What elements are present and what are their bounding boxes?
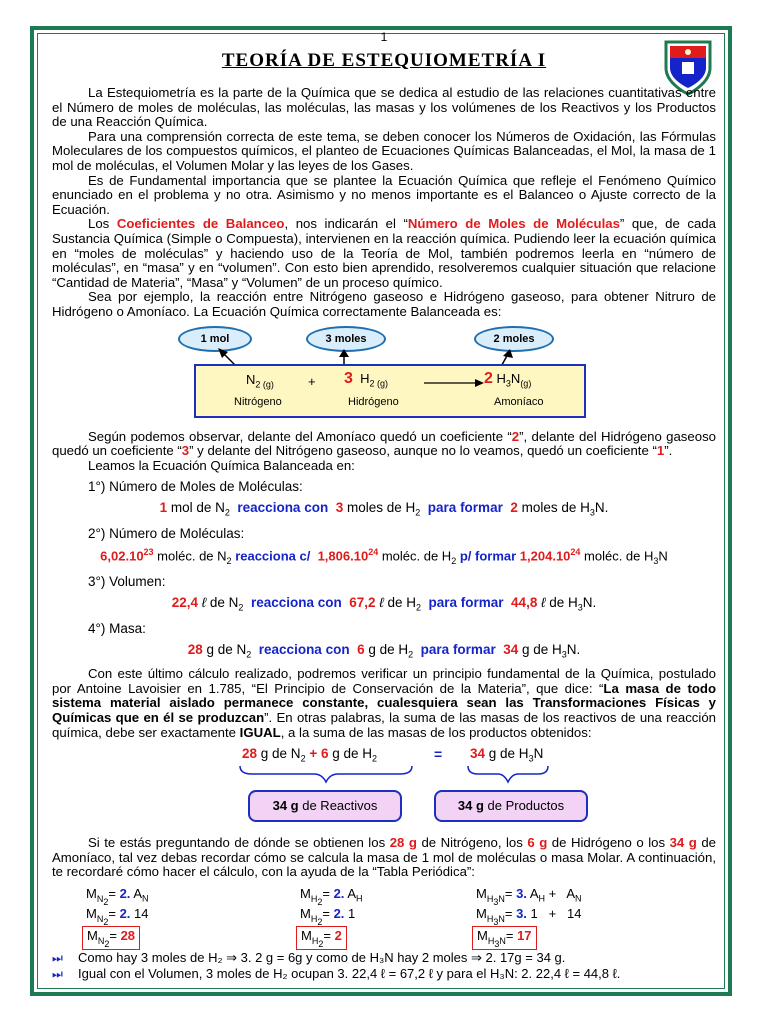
molar-nh3-result: $M_{H_3N}= 17$ [472,926,537,950]
mass-conservation-sum [52,744,716,830]
paragraph-4: Los Coeficientes de Balanceo, nos indicarán el “Número de Moles de Moléculas” que, de cada Sustancia Química (Simple o Compuesta), intervienen en la reacción química. Pudiendo leer la ecuación química en “moles de moléculas” y haciendo uso de la Teoría de Mol, también podremos leerla en “número de moléculas”, en “masa” y en “volumen”. Con esto bien aprendido, resolveremos cualquier situación que relacione “Cantidad de Materia”, “Masa” y “Volumen” de un proceso químico. [52,216,716,290]
skip-arrow-icon: ⏭ [52,967,63,982]
paragraph-2: Para una comprensión correcta de este tema, se deben conocer los Números de Oxidación, las Fórmulas Moleculares de los compuestos químicos, el planteo de Ecuaciones Químicas Balanceadas, el Mol, la masa de 1 mol de moléculas, el Volumen Molar y las leyes de los Gases. [52,128,716,173]
products-total-box: 34 g de Productos [434,790,588,822]
reading-4-label: 4°) Masa: [88,620,146,636]
label-hidrogeno: Hidrógeno [348,395,399,408]
product-sum: 34 g de $H_3N$ [470,746,544,764]
n2-formula: $N_{2 (g)}$ [246,371,274,390]
paragraph-5: Sea por ejemplo, la reacción entre Nitrógeno gaseoso e Hidrógeno gaseoso, para obtener Nitruro de Hidrógeno o Amoníaco. La Ecuación Química correctamente Balanceada es: [52,289,716,319]
reactants-sum: 28 g de $N_2 + 6$ g de $H_2$ [242,746,378,764]
reaction-arrow-icon [424,378,484,388]
paragraph-9: Si te estás preguntando de dónde se obtienen los 28 g de Nitrógeno, los 6 g de Hidrógeno o los 34 g de Amoníaco, tal vez debas recordar cómo se calcula la masa de 1 mol de moléculas o masa Molar. A continuación, te recordaré cómo hacer el cálculo, con la ayuda de la “Tabla Periódica”: [52,835,717,880]
plus-sign: + [308,373,316,389]
oval-3-moles: 3 moles [306,326,386,352]
oval-1-mol: 1 mol [178,326,252,352]
paragraph-7: Leamos la Ecuación Química Balanceada en: [88,457,355,473]
molar-nh3-row1: $M_{H_3N}= 3$. $A_H + A_N$ [476,886,582,907]
molar-mass-table [52,886,716,949]
equation-box [194,364,586,418]
paragraph-8: Con este último cálculo realizado, podremos verificar un principio fundamental de la Química, postulado por Antoine Lavoisier en 1.785, “El Principio de Conservación de la Materia”, que dice: “La masa de todo sistema material aislado permanece constante, cualesquiera sean las Transformaciones Físicas y Químicas que en él se produzcan”. En otras palabras, la suma de las masas de los reactivos de una reacción química, debe ser exactamente IGUAL, a la suma de las masas de los productos obtenidos: [52,666,716,740]
paragraph-3: Es de Fundamental importancia que se plantee la Ecuación Química que refleje el Fenómeno Químico enunciado en el problema y no otra. Asimismo y no menos importante es el Balanceo o Ajuste correcto de la Ecuación. [52,172,716,217]
document-body [52,30,716,982]
equals-sign: = [434,746,443,763]
reading-3-label: 3°) Volumen: [88,573,166,589]
nh3-formula: 2 $H_3N_{(g)}$ [484,369,532,389]
h2-formula: 3 $H_{2 (g)}$ [344,369,389,389]
reactants-total-box: 34 g de Reactivos [248,790,402,822]
reading-2-molecules: 6,02.10$^{23}$ moléc. de $N_2$ reacciona c/ 1,806.10$^{24}$ moléc. de $H_2$ p/ formar 1,204.10$^{24}$ moléc. de $H_3N$ [100,546,668,566]
molar-nh3-row2: $M_{H_3N}= 3$. 1 + 14 [476,906,582,927]
oval-2-moles: 2 moles [474,326,554,352]
skip-arrow-icon: ⏭ [52,951,63,966]
reading-1-label: 1°) Número de Moles de Moléculas: [88,479,303,495]
molar-n2-row1: $M_{N_2}= 2$. $A_N$ [86,886,149,907]
page-title: TEORÍA DE ESTEQUIOMETRÍA I [221,50,547,71]
braces-icon [52,762,716,786]
reading-1-moles: 1 mol de $N_2$ reacciona con 3 moles de $H_2$ para formar 2 moles de $H_3N$. [159,500,609,518]
reading-2-label: 2°) Número de Moléculas: [88,525,245,541]
reading-4-mass: 28 g de $N_2$ reacciona con 6 g de $H_2$ para formar 34 g de $H_3N$. [187,641,581,660]
molar-n2-result: $M_{N_2}= 28$ [82,926,140,950]
molar-h2-result: $M_{H_2}= 2$ [296,926,347,950]
reading-3-volume: 22,4 ℓ de $N_2$ reacciona con 67,2 ℓ de $H_2$ para formar 44,8 ℓ de $H_3N$. [171,594,597,613]
paragraph-6: Según podemos observar, delante del Amoníaco quedó un coeficiente “2”, delante del Hidrógeno gaseoso quedó un coeficiente “3” y delante del Nitrógeno gaseoso, aunque no lo veamos, quedó un coeficiente “1”. [52,428,716,459]
molar-h2-row1: $M_{H_2}= 2$. $A_H$ [300,886,363,907]
balanced-equation-diagram [52,324,716,424]
molar-h2-row2: $M_{H_2}= 2$. 1 [300,906,356,927]
molar-n2-row2: $M_{N_2}= 2$. 14 [86,906,149,927]
paragraph-1: La Estequiometría es la parte de la Química que se dedica al estudio de las relaciones cuantitativas entre el Número de moles de moléculas, las moléculas, las masas y los volúmenes de los Reactivos y los Productos de una Reacción Química. [52,85,716,130]
bullet-2: ⏭ Igual con el Volumen, 3 moles de H₂ ocupan 3. 22,4 ℓ = 67,2 ℓ y para el H₃N: 2. 22,4 ℓ = 44,8 ℓ. [52,966,621,982]
bullet-1: ⏭ Como hay 3 moles de H₂ ⇒ 3. 2 g = 6g y como de H₃N hay 2 moles ⇒ 2. 17g = 34 g. [52,950,566,966]
label-nitrogeno: Nitrógeno [234,395,282,408]
label-amoniaco: Amoníaco [494,395,544,408]
page-number: 1 [380,30,388,44]
